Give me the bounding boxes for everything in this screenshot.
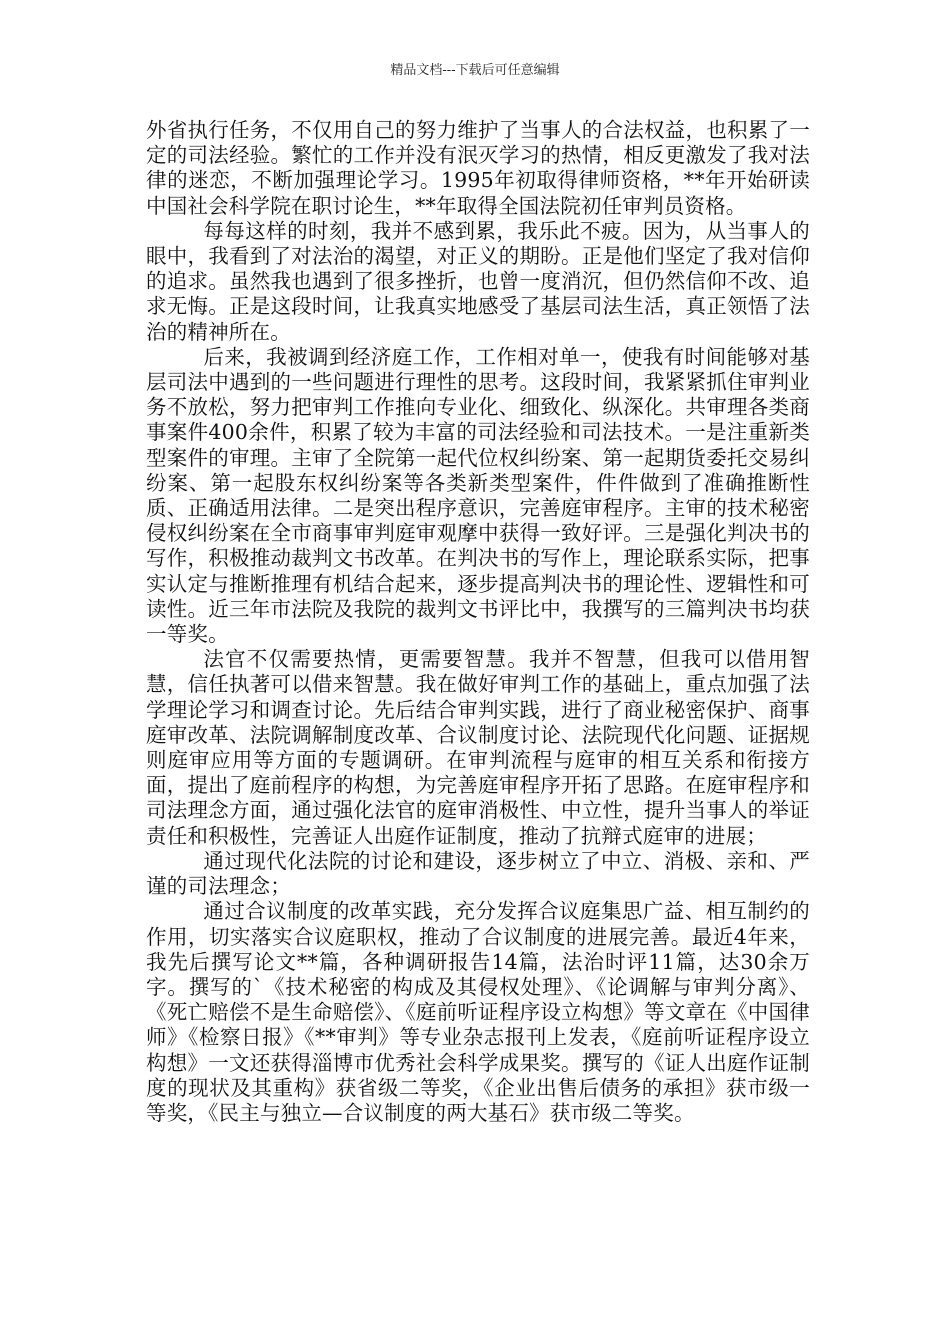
paragraph-judicial-philosophy: 通过现代化法院的讨论和建设，逐步树立了中立、消极、亲和、严谨的司法理念； bbox=[146, 848, 810, 899]
paragraph-economic-court: 后来，我被调到经济庭工作，工作相对单一，使我有时间能够对基层司法中遇到的一些问题进行理性的思考。这段时间，我紧紧抓住审判业务不放松，努力把审判工作推向专业化、细致化、纵深化。共审理各类商事案件400余件，积累了较为丰富的司法经验和司法技术。一是注重新类型案件的审理。主审了全院第一起代位权纠纷案、第一起期货委托交易纠纷案、第一起股东权纠纷案等各类新类型案件，件件做到了准确推断性质、正确适用法律。二是突出程序意识，完善庭审程序。主审的技术秘密侵权纠纷案在全市商事审判庭审观摩中获得一致好评。三是强化判决书的写作，积极推动裁判文书改革。在判决书的写作上，理论联系实际，把事实认定与推断推理有机结合起来，逐步提高判决书的理论性、逻辑性和可读性。近三年市法院及我院的裁判文书评比中，我撰写的三篇判决书均获一等奖。 bbox=[146, 344, 810, 647]
paragraph-research: 法官不仅需要热情，更需要智慧。我并不智慧，但我可以借用智慧，信任执著可以借来智慧。我在做好审判工作的基础上，重点加强了法学理论学习和调查讨论。先后结合审判实践，进行了商业秘密保护、商事庭审改革、法院调解制度改革、合议制度讨论、法院现代化问题、证据规则庭审应用等方面的专题调研。在审判流程与庭审的相互关系和衔接方面，提出了庭前程序的构想，为完善庭审程序开拓了思路。在庭审程序和司法理念方面，通过强化法官的庭审消极性、中立性，提升当事人的举证责任和积极性，完善证人出庭作证制度，推动了抗辩式庭审的进展； bbox=[146, 647, 810, 848]
paragraph-reflection: 每每这样的时刻，我并不感到累，我乐此不疲。因为，从当事人的眼中，我看到了对法治的渴望，对正义的期盼。正是他们坚定了我对信仰的追求。虽然我也遇到了很多挫折，也曾一度消沉，但仍然信仰不改、追求无悔。正是这段时间，让我真实地感受了基层司法生活，真正领悟了法治的精神所在。 bbox=[146, 218, 810, 344]
document-body bbox=[146, 118, 810, 1126]
paragraph-continuation: 外省执行任务，不仅用自己的努力维护了当事人的合法权益，也积累了一定的司法经验。繁忙的工作并没有泯灭学习的热情，相反更激发了我对法律的迷恋，不断加强理论学习。1995年初取得律师资格，**年开始研读中国社会科学院在职讨论生，**年取得全国法院初任审判员资格。 bbox=[146, 118, 810, 218]
page-header: 精品文档---下载后可任意编辑 bbox=[390, 63, 560, 78]
paragraph-publications: 通过合议制度的改革实践，充分发挥合议庭集思广益、相互制约的作用，切实落实合议庭职权，推动了合议制度的进展完善。最近4年来，我先后撰写论文**篇，各种调研报告14篇，法治时评11篇，达30余万字。撰写的`《技术秘密的构成及其侵权处理》、《论调解与审判分离》、《死亡赔偿不是生命赔偿》、《庭前听证程序设立构想》等文章在《中国律师》《检察日报》《**审判》等专业杂志报刊上发表，《庭前听证程序设立构想》一文还获得淄博市优秀社会科学成果奖。撰写的《证人出庭作证制度的现状及其重构》获省级二等奖，《企业出售后债务的承担》获市级一等奖，《民主与独立—合议制度的两大基石》获市级二等奖。 bbox=[146, 899, 810, 1125]
